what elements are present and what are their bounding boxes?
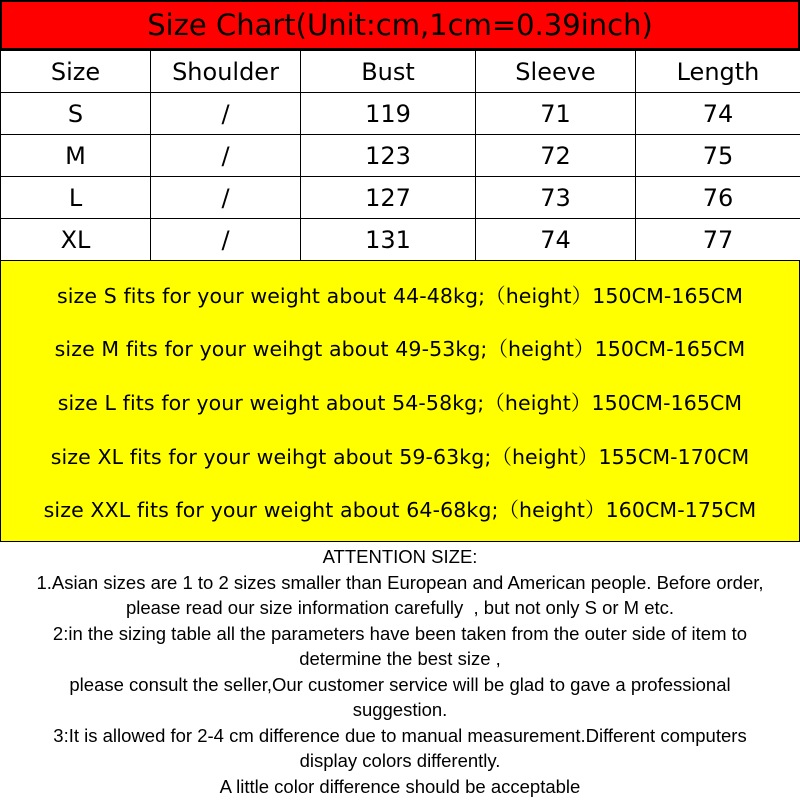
- cell-sleeve: 74: [476, 219, 636, 261]
- notes-line: suggestion.: [352, 699, 448, 720]
- header-sleeve: Sleeve: [476, 51, 636, 93]
- notes-line: A little color difference should be acceptable: [219, 775, 581, 797]
- cell-length: 77: [636, 219, 800, 261]
- header-bust: Bust: [301, 51, 476, 93]
- cell-shoulder: /: [151, 135, 301, 177]
- fit-line-xxl: size XXL fits for your weight about 64-68kg;（height）160CM-175CM: [43, 498, 757, 523]
- table-row: [1, 177, 800, 219]
- notes-line: determine the best size ,: [299, 648, 501, 669]
- cell-shoulder: /: [151, 177, 301, 219]
- cell-size: M: [1, 135, 151, 177]
- cell-bust: 123: [301, 135, 476, 177]
- cell-sleeve: 72: [476, 135, 636, 177]
- cell-shoulder: /: [151, 219, 301, 261]
- table-row: [1, 135, 800, 177]
- table-header-row: [1, 51, 800, 93]
- fit-guide-panel: [0, 260, 800, 542]
- cell-length: 76: [636, 177, 800, 219]
- size-table: [0, 50, 800, 261]
- cell-bust: 127: [301, 177, 476, 219]
- fit-line-l: size L fits for your weight about 54-58kg;（height）150CM-165CM: [57, 390, 743, 415]
- cell-size: S: [1, 93, 151, 135]
- notes-heading: ATTENTION SIZE:: [322, 546, 478, 567]
- cell-sleeve: 71: [476, 93, 636, 135]
- cell-bust: 131: [301, 219, 476, 261]
- cell-length: 75: [636, 135, 800, 177]
- notes-line: 1.Asian sizes are 1 to 2 sizes smaller than European and American people. Before order,: [36, 571, 764, 593]
- table-row: [1, 219, 800, 261]
- cell-size: XL: [1, 219, 151, 261]
- header-shoulder: Shoulder: [151, 51, 301, 93]
- attention-notes: [0, 542, 800, 800]
- size-chart-title: Size Chart(Unit:cm,1cm=0.39inch): [0, 0, 800, 50]
- notes-line: please consult the seller,Our customer service will be glad to gave a professional: [69, 673, 731, 695]
- table-row: [1, 93, 800, 135]
- cell-bust: 119: [301, 93, 476, 135]
- notes-line: display colors differently.: [299, 750, 501, 771]
- cell-size: L: [1, 177, 151, 219]
- header-length: Length: [636, 51, 800, 93]
- notes-line: 3:It is allowed for 2-4 cm difference due to manual measurement.Different computers: [53, 724, 747, 746]
- fit-line-s: size S fits for your weight about 44-48kg;（height）150CM-165CM: [56, 283, 743, 308]
- notes-line: please read our size information carefully , but not only S or M etc.: [125, 597, 675, 618]
- cell-shoulder: /: [151, 93, 301, 135]
- notes-line: 2:in the sizing table all the parameters have been taken from the outer side of item to: [52, 622, 748, 644]
- fit-line-m: size M fits for your weihgt about 49-53kg;（height）150CM-165CM: [54, 337, 746, 362]
- header-size: Size: [1, 51, 151, 93]
- cell-sleeve: 73: [476, 177, 636, 219]
- cell-length: 74: [636, 93, 800, 135]
- fit-line-xl: size XL fits for your weihgt about 59-63kg;（height）155CM-170CM: [50, 444, 750, 469]
